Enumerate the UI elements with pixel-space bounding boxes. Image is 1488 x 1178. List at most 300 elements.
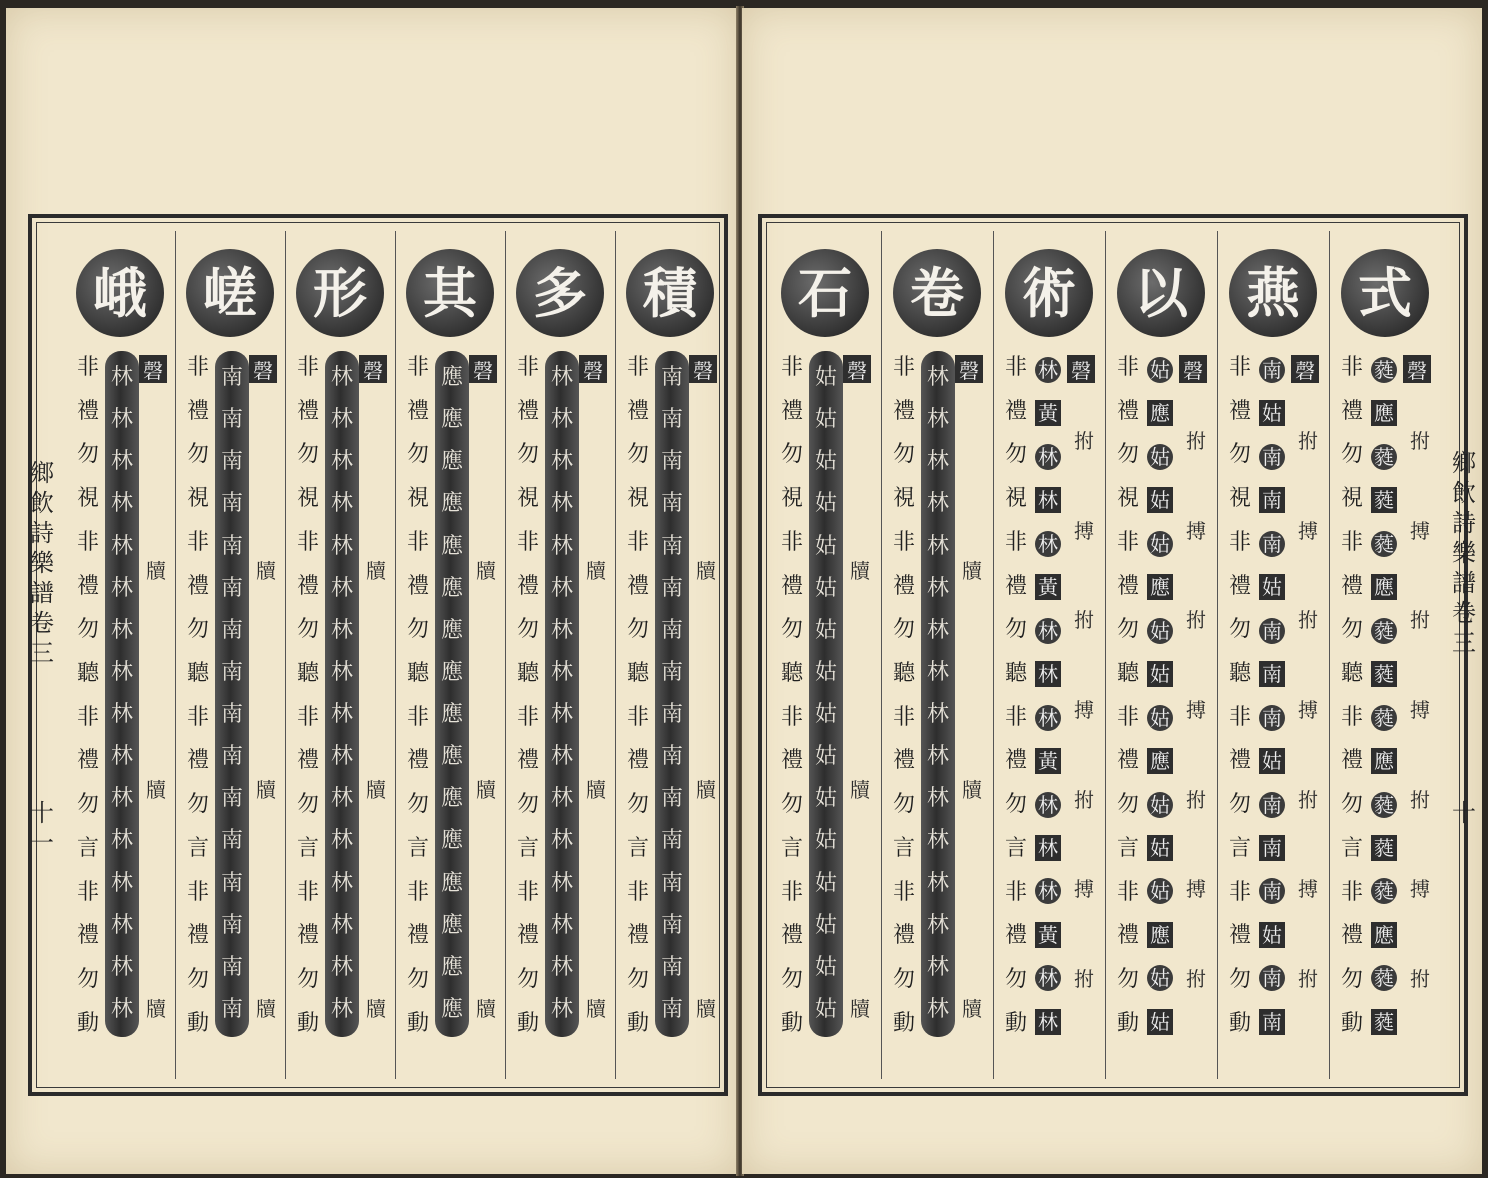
- left-margin-title-char: 三: [30, 639, 54, 667]
- pitch-notes-column: [1369, 357, 1399, 1035]
- pitch-note: 應: [440, 575, 463, 601]
- pitch-note: 林: [926, 407, 949, 433]
- pitch-note: 林: [330, 828, 353, 854]
- lyric-char: 勿: [1116, 792, 1139, 818]
- pitch-note: 林: [550, 786, 573, 812]
- pitch-note: 姑: [1147, 835, 1173, 861]
- percussion-mark: 搏: [1410, 518, 1430, 543]
- lyric-char: 勿: [516, 442, 539, 468]
- lyric-text-column: [889, 357, 919, 1035]
- lyric-char: 勿: [1228, 967, 1251, 993]
- lyric-char: 非: [406, 704, 429, 730]
- lyric-char: 勿: [516, 617, 539, 643]
- pitch-note: 黃: [1035, 748, 1061, 774]
- percussion-marks: [1293, 431, 1323, 989]
- pitch-note: 姑: [1147, 705, 1173, 731]
- pitch-note: 林: [926, 491, 949, 517]
- pitch-note: 林: [110, 365, 133, 391]
- lyric-char: 勿: [186, 617, 209, 643]
- lyric-heading-badge: 形: [296, 249, 384, 337]
- lyric-heading-badge: 石: [781, 249, 869, 337]
- lyric-char: 動: [1116, 1010, 1139, 1036]
- lyric-char: 非: [406, 529, 429, 555]
- percussion-mark: 牘: [476, 778, 496, 802]
- pitch-bar: [809, 351, 843, 1037]
- pitch-note: 南: [1259, 792, 1285, 818]
- lyric-char: 勿: [780, 617, 803, 643]
- percussion-mark: 搏: [1298, 877, 1318, 902]
- lyric-char: 非: [1228, 355, 1251, 380]
- pitch-note: 林: [110, 996, 133, 1022]
- pitch-note: 蕤: [1371, 835, 1397, 861]
- pitch-note: 蕤: [1371, 792, 1397, 818]
- percussion-mark: 牘: [850, 778, 870, 802]
- pitch-note: 姑: [814, 575, 837, 601]
- percussion-mark: 牘: [696, 559, 716, 583]
- lyric-char: 視: [186, 486, 209, 512]
- lyric-char: 聽: [186, 661, 209, 687]
- right-score-grid: [766, 222, 1460, 1088]
- lyric-char: 聽: [626, 661, 649, 687]
- lyric-char: 視: [406, 486, 429, 512]
- pitch-note: 林: [1035, 878, 1061, 904]
- pitch-note: 林: [550, 617, 573, 643]
- pitch-note: 林: [926, 828, 949, 854]
- right-margin-title-char: 飲: [1452, 479, 1476, 507]
- pitch-note: 蕤: [1371, 531, 1397, 557]
- percussion-mark: 牘: [476, 997, 496, 1021]
- lyric-char: 動: [76, 1010, 99, 1036]
- lyric-char: 禮: [1228, 398, 1251, 424]
- pitch-note: 應: [1147, 922, 1173, 948]
- lyric-char: 非: [516, 355, 539, 380]
- lyric-char: 禮: [186, 748, 209, 774]
- lyric-char: 非: [1340, 355, 1363, 380]
- pitch-note: 林: [550, 828, 573, 854]
- lyric-char: 非: [186, 529, 209, 555]
- pitch-note: 姑: [1259, 922, 1285, 948]
- lyric-char: 禮: [76, 398, 99, 424]
- lyric-char: 非: [626, 704, 649, 730]
- lyric-char: 視: [892, 486, 915, 512]
- right-page-number-text: 十: [1452, 799, 1476, 827]
- pitch-note: 南: [660, 870, 683, 896]
- left-score-frame: [28, 214, 728, 1096]
- pitch-note: 姑: [814, 996, 837, 1022]
- score-column: [285, 231, 396, 1079]
- pitch-note: 林: [1035, 618, 1061, 644]
- lyric-char: 禮: [186, 923, 209, 949]
- pitch-note: 應: [440, 786, 463, 812]
- pitch-note: 姑: [1147, 1009, 1173, 1035]
- pitch-note: 應: [1371, 748, 1397, 774]
- left-margin-title-char: 詩: [30, 519, 54, 547]
- pitch-note: 南: [660, 407, 683, 433]
- lyric-char: 勿: [186, 442, 209, 468]
- lyric-char: 禮: [780, 923, 803, 949]
- pitch-note: 姑: [814, 407, 837, 433]
- lyric-char: 禮: [516, 398, 539, 424]
- pitch-note: 姑: [1147, 357, 1173, 383]
- pitch-note: 林: [110, 575, 133, 601]
- lyric-char: 勿: [186, 792, 209, 818]
- lyric-char: 勿: [1340, 967, 1363, 993]
- pitch-note: 林: [1035, 357, 1061, 383]
- lyric-char: 禮: [1004, 748, 1027, 774]
- lyric-char: 言: [406, 835, 429, 861]
- lyric-char: 非: [1004, 355, 1027, 380]
- pitch-note: 南: [660, 659, 683, 685]
- percussion-mark: 拊: [1410, 429, 1430, 453]
- pitch-note: 南: [1259, 444, 1285, 470]
- lyric-char: 非: [1228, 704, 1251, 730]
- pitch-note: 林: [330, 702, 353, 728]
- pitch-note: 南: [220, 491, 243, 517]
- lyric-char: 非: [76, 704, 99, 730]
- pitch-note: 南: [220, 449, 243, 475]
- percussion-mark: 拊: [1410, 787, 1430, 812]
- pitch-note: 南: [220, 912, 243, 938]
- pitch-bar: [921, 351, 955, 1037]
- pitch-note: 林: [926, 954, 949, 980]
- lyric-char: 言: [1004, 835, 1027, 861]
- pitch-bar: [325, 351, 359, 1037]
- lyric-char: 非: [780, 879, 803, 905]
- pitch-note: 黃: [1035, 922, 1061, 948]
- pitch-note: 南: [660, 491, 683, 517]
- lyric-heading-badge: 嵯: [186, 249, 274, 337]
- pitch-note: 南: [220, 870, 243, 896]
- percussion-marks: [471, 561, 501, 1019]
- right-margin-title-char: 譜: [1452, 569, 1476, 597]
- percussion-mark: 牘: [256, 778, 276, 802]
- lyric-char: 禮: [1116, 748, 1139, 774]
- lyric-char: 聽: [406, 661, 429, 687]
- pitch-note: 應: [440, 449, 463, 475]
- percussion-mark: 牘: [366, 778, 386, 802]
- pitch-note: 姑: [814, 533, 837, 559]
- percussion-mark: 牘: [256, 997, 276, 1021]
- lyric-char: 非: [626, 529, 649, 555]
- percussion-mark: 牘: [962, 778, 982, 802]
- lyric-char: 禮: [1340, 398, 1363, 424]
- lyric-text-column: [183, 357, 213, 1035]
- lyric-char: 非: [76, 355, 99, 380]
- lyric-heading-badge: 多: [516, 249, 604, 337]
- pitch-note: 應: [1147, 748, 1173, 774]
- pitch-note: 姑: [1259, 748, 1285, 774]
- percussion-mark: 拊: [1186, 966, 1206, 991]
- lyric-char: 非: [1340, 879, 1363, 905]
- percussion-marks: [1069, 431, 1099, 989]
- percussion-mark: 搏: [1410, 877, 1430, 902]
- percussion-mark: 拊: [1186, 608, 1206, 633]
- lyric-char: 非: [1228, 529, 1251, 555]
- pitch-note: 林: [926, 533, 949, 559]
- percussion-mark: 牘: [256, 559, 276, 583]
- pitch-note: 姑: [1259, 574, 1285, 600]
- lyric-char: 勿: [76, 792, 99, 818]
- lyric-heading-badge: 以: [1117, 249, 1205, 337]
- lyric-char: 非: [296, 355, 319, 380]
- instrument-tag: 磬: [139, 355, 167, 383]
- pitch-note: 南: [220, 702, 243, 728]
- lyric-char: 勿: [516, 967, 539, 993]
- pitch-note: 林: [550, 744, 573, 770]
- percussion-mark: 牘: [962, 997, 982, 1021]
- pitch-bar: [435, 351, 469, 1037]
- lyric-text-column: [403, 357, 433, 1035]
- pitch-note: 姑: [814, 828, 837, 854]
- percussion-mark: 牘: [696, 997, 716, 1021]
- pitch-note: 林: [926, 786, 949, 812]
- lyric-char: 視: [76, 486, 99, 512]
- pitch-notes-column: [1033, 357, 1063, 1035]
- pitch-note: 南: [220, 828, 243, 854]
- pitch-note: 林: [926, 912, 949, 938]
- pitch-note: 南: [660, 617, 683, 643]
- pitch-note: 姑: [814, 786, 837, 812]
- lyric-char: 動: [516, 1010, 539, 1036]
- lyric-char: 動: [780, 1010, 803, 1036]
- pitch-note: 姑: [814, 659, 837, 685]
- lyric-char: 勿: [76, 442, 99, 468]
- percussion-mark: 牘: [850, 559, 870, 583]
- lyric-char: 視: [780, 486, 803, 512]
- lyric-char: 勿: [1004, 967, 1027, 993]
- percussion-mark: 搏: [1298, 697, 1318, 722]
- lyric-char: 勿: [626, 967, 649, 993]
- lyric-text-column: [777, 357, 807, 1035]
- lyric-char: 非: [892, 879, 915, 905]
- lyric-char: 勿: [406, 967, 429, 993]
- pitch-note: 姑: [814, 617, 837, 643]
- percussion-mark: 搏: [1074, 877, 1094, 902]
- lyric-heading-badge: 式: [1341, 249, 1429, 337]
- lyric-heading-badge: 術: [1005, 249, 1093, 337]
- lyric-char: 禮: [1228, 923, 1251, 949]
- lyric-char: 禮: [406, 573, 429, 599]
- lyric-text-column: [513, 357, 543, 1035]
- lyric-char: 非: [892, 355, 915, 380]
- pitch-note: 姑: [1147, 792, 1173, 818]
- lyric-char: 非: [406, 355, 429, 380]
- lyric-char: 勿: [296, 442, 319, 468]
- pitch-note: 南: [1259, 357, 1285, 383]
- percussion-mark: 拊: [1410, 966, 1430, 991]
- lyric-char: 禮: [1340, 748, 1363, 774]
- pitch-note: 姑: [1147, 531, 1173, 557]
- lyric-char: 視: [1228, 486, 1251, 512]
- pitch-note: 林: [550, 912, 573, 938]
- pitch-note: 林: [550, 702, 573, 728]
- lyric-char: 非: [780, 529, 803, 555]
- pitch-note: 林: [110, 659, 133, 685]
- lyric-char: 禮: [780, 398, 803, 424]
- pitch-note: 南: [220, 575, 243, 601]
- lyric-char: 非: [780, 355, 803, 380]
- score-column: [1217, 231, 1330, 1079]
- lyric-text-column: [1225, 357, 1255, 1035]
- pitch-note: 姑: [1147, 444, 1173, 470]
- pitch-notes-column: [1145, 357, 1175, 1035]
- lyric-heading-badge: 積: [626, 249, 714, 337]
- lyric-char: 禮: [626, 398, 649, 424]
- pitch-note: 林: [110, 870, 133, 896]
- percussion-marks: [957, 561, 987, 1019]
- lyric-char: 動: [296, 1010, 319, 1036]
- lyric-char: 勿: [296, 617, 319, 643]
- percussion-mark: 拊: [1298, 787, 1318, 812]
- pitch-note: 林: [550, 659, 573, 685]
- lyric-char: 禮: [186, 398, 209, 424]
- lyric-char: 勿: [1228, 442, 1251, 468]
- lyric-char: 勿: [76, 967, 99, 993]
- score-column: [769, 231, 882, 1079]
- score-column: [505, 231, 616, 1079]
- lyric-char: 視: [296, 486, 319, 512]
- lyric-char: 非: [76, 529, 99, 555]
- instrument-tag: 磬: [1067, 355, 1095, 383]
- pitch-note: 姑: [814, 744, 837, 770]
- lyric-char: 非: [780, 704, 803, 730]
- pitch-note: 林: [550, 575, 573, 601]
- pitch-note: 應: [440, 407, 463, 433]
- pitch-note: 應: [440, 702, 463, 728]
- percussion-mark: 拊: [1410, 608, 1430, 633]
- percussion-mark: 牘: [366, 559, 386, 583]
- percussion-mark: 牘: [696, 778, 716, 802]
- lyric-char: 視: [1116, 486, 1139, 512]
- percussion-mark: 拊: [1298, 429, 1318, 453]
- percussion-mark: 牘: [146, 559, 166, 583]
- pitch-note: 林: [330, 407, 353, 433]
- percussion-mark: 牘: [146, 997, 166, 1021]
- pitch-note: 蕤: [1371, 618, 1397, 644]
- percussion-marks: [845, 561, 875, 1019]
- pitch-note: 南: [660, 533, 683, 559]
- percussion-mark: 牘: [146, 778, 166, 802]
- lyric-char: 勿: [296, 967, 319, 993]
- pitch-note: 林: [330, 365, 353, 391]
- lyric-char: 勿: [76, 617, 99, 643]
- lyric-char: 動: [186, 1010, 209, 1036]
- pitch-note: 林: [550, 996, 573, 1022]
- lyric-char: 勿: [626, 617, 649, 643]
- pitch-note: 南: [1259, 705, 1285, 731]
- percussion-mark: 拊: [1074, 429, 1094, 453]
- lyric-text-column: [1113, 357, 1143, 1035]
- pitch-note: 林: [550, 533, 573, 559]
- lyric-char: 禮: [892, 573, 915, 599]
- pitch-note: 林: [330, 533, 353, 559]
- lyric-heading-badge: 其: [406, 249, 494, 337]
- lyric-char: 禮: [780, 748, 803, 774]
- lyric-char: 非: [1116, 355, 1139, 380]
- pitch-note: 林: [110, 491, 133, 517]
- lyric-char: 動: [1228, 1010, 1251, 1036]
- pitch-notes-column: [1257, 357, 1287, 1035]
- lyric-char: 勿: [1116, 617, 1139, 643]
- pitch-note: 姑: [814, 870, 837, 896]
- lyric-char: 勿: [406, 442, 429, 468]
- pitch-note: 應: [1371, 574, 1397, 600]
- right-margin-title: [1452, 448, 1476, 658]
- pitch-note: 林: [926, 575, 949, 601]
- lyric-char: 聽: [296, 661, 319, 687]
- lyric-char: 勿: [892, 967, 915, 993]
- pitch-note: 林: [550, 449, 573, 475]
- lyric-char: 禮: [406, 398, 429, 424]
- lyric-char: 非: [516, 704, 539, 730]
- lyric-char: 勿: [296, 792, 319, 818]
- lyric-char: 非: [1004, 704, 1027, 730]
- lyric-char: 禮: [296, 748, 319, 774]
- pitch-note: 姑: [1147, 878, 1173, 904]
- percussion-mark: 搏: [1186, 877, 1206, 902]
- pitch-note: 南: [1259, 487, 1285, 513]
- pitch-note: 應: [1371, 922, 1397, 948]
- pitch-note: 南: [1259, 1009, 1285, 1035]
- pitch-note: 姑: [1147, 661, 1173, 687]
- pitch-note: 林: [330, 449, 353, 475]
- lyric-char: 禮: [1340, 923, 1363, 949]
- lyric-char: 勿: [1116, 967, 1139, 993]
- lyric-char: 禮: [516, 573, 539, 599]
- pitch-note: 林: [926, 744, 949, 770]
- right-margin-title-char: 詩: [1452, 509, 1476, 537]
- pitch-note: 姑: [1147, 618, 1173, 644]
- percussion-mark: 拊: [1074, 966, 1094, 991]
- pitch-note: 林: [926, 659, 949, 685]
- lyric-char: 非: [186, 355, 209, 380]
- percussion-mark: 搏: [1298, 518, 1318, 543]
- lyric-heading-badge: 卷: [893, 249, 981, 337]
- lyric-char: 勿: [1228, 792, 1251, 818]
- instrument-tag: 磬: [689, 355, 717, 383]
- pitch-note: 林: [330, 912, 353, 938]
- pitch-note: 林: [1035, 965, 1061, 991]
- pitch-note: 蕤: [1371, 357, 1397, 383]
- pitch-note: 林: [330, 786, 353, 812]
- pitch-note: 林: [926, 702, 949, 728]
- lyric-char: 非: [1116, 529, 1139, 555]
- left-margin-title: [30, 458, 54, 668]
- lyric-char: 非: [1004, 879, 1027, 905]
- right-margin-title-char: 樂: [1452, 539, 1476, 567]
- percussion-mark: 搏: [1410, 697, 1430, 722]
- lyric-char: 視: [1340, 486, 1363, 512]
- percussion-marks: [141, 561, 171, 1019]
- pitch-note: 南: [660, 744, 683, 770]
- lyric-char: 聽: [892, 661, 915, 687]
- lyric-char: 勿: [1340, 442, 1363, 468]
- lyric-char: 動: [406, 1010, 429, 1036]
- lyric-char: 禮: [626, 573, 649, 599]
- lyric-char: 勿: [406, 617, 429, 643]
- lyric-char: 聽: [1116, 661, 1139, 687]
- pitch-note: 蕤: [1371, 705, 1397, 731]
- percussion-marks: [1181, 431, 1211, 989]
- percussion-mark: 拊: [1298, 966, 1318, 991]
- pitch-note: 應: [440, 912, 463, 938]
- lyric-char: 言: [76, 835, 99, 861]
- pitch-note: 林: [550, 954, 573, 980]
- percussion-marks: [361, 561, 391, 1019]
- lyric-char: 禮: [1116, 398, 1139, 424]
- pitch-note: 林: [110, 828, 133, 854]
- lyric-char: 動: [892, 1010, 915, 1036]
